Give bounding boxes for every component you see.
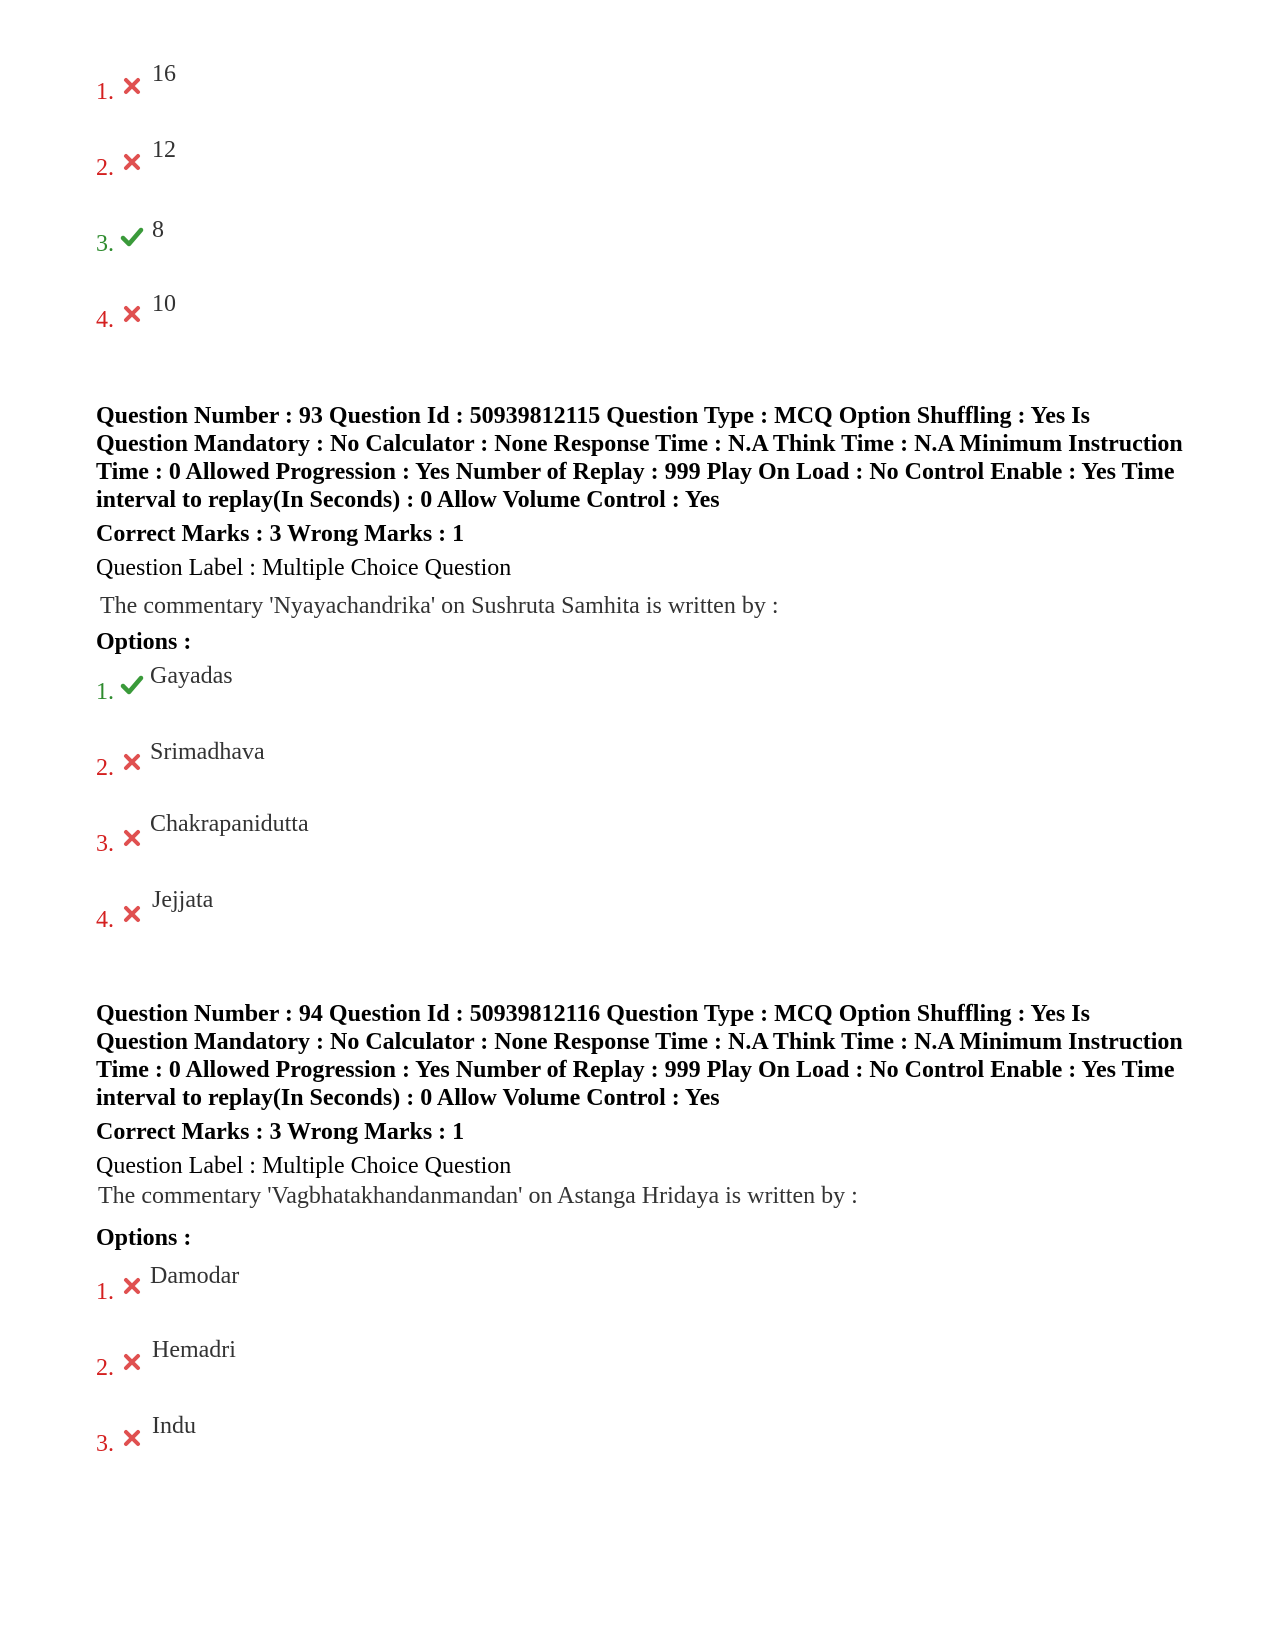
options-heading: Options : [96,629,192,655]
wrong-cross-icon [122,76,142,96]
option-number: 3. [96,231,114,257]
option-number: 1. [96,1279,114,1305]
question-label: Question Label : Multiple Choice Question [96,1153,512,1179]
option-number: 4. [96,907,114,933]
question-metadata: Question Number : 94 Question Id : 50939812116 Question Type : MCQ Option Shuffling : Yes Is Question Mandatory : No Calculator : None Response Time : N.A Think Time : N.A Minimum Instruction Time : 0 Allowed Progression : Yes Number of Replay : 999 Play On Load : No Control Enable : Yes Time interval to replay(In Seconds) : 0 Allow Volume Control : Yes [96,1001,1183,1111]
option-text: Chakrapanidutta [150,811,309,837]
correct-check-icon [120,674,144,696]
option-text: 8 [152,217,164,243]
question-metadata: Question Number : 93 Question Id : 50939812115 Question Type : MCQ Option Shuffling : Yes Is Question Mandatory : No Calculator : None Response Time : N.A Think Time : N.A Minimum Instruction Time : 0 Allowed Progression : Yes Number of Replay : 999 Play On Load : No Control Enable : Yes Time interval to replay(In Seconds) : 0 Allow Volume Control : Yes [96,403,1183,513]
wrong-cross-icon [122,1352,142,1372]
option-number: 1. [96,79,114,105]
options-heading: Options : [96,1225,192,1251]
option-text: Hemadri [152,1337,236,1363]
option-text: 12 [152,137,176,163]
option-number: 3. [96,1431,114,1457]
option-text: Srimadhava [150,739,265,765]
option-number: 2. [96,155,114,181]
option-text: 16 [152,61,176,87]
option-text: Gayadas [150,663,233,689]
question-marks: Correct Marks : 3 Wrong Marks : 1 [96,521,465,547]
wrong-cross-icon [122,828,142,848]
option-number: 3. [96,831,114,857]
wrong-cross-icon [122,1428,142,1448]
wrong-cross-icon [122,1276,142,1296]
wrong-cross-icon [122,752,142,772]
wrong-cross-icon [122,152,142,172]
option-number: 1. [96,679,114,705]
option-number: 2. [96,755,114,781]
correct-check-icon [120,226,144,248]
option-text: Jejjata [152,887,214,913]
question-text: The commentary 'Nyayachandrika' on Sushruta Samhita is written by : [100,593,779,619]
wrong-cross-icon [122,904,142,924]
question-marks: Correct Marks : 3 Wrong Marks : 1 [96,1119,465,1145]
option-number: 4. [96,307,114,333]
option-text: Damodar [150,1263,240,1289]
option-text: 10 [152,291,176,317]
question-94 [96,1000,1186,1252]
option-text: Indu [152,1413,196,1439]
question-text: The commentary 'Vagbhatakhandanmandan' on Astanga Hridaya is written by : [98,1183,858,1209]
wrong-cross-icon [122,304,142,324]
question-93 [96,402,1186,656]
option-number: 2. [96,1355,114,1381]
question-label: Question Label : Multiple Choice Question [96,555,512,581]
